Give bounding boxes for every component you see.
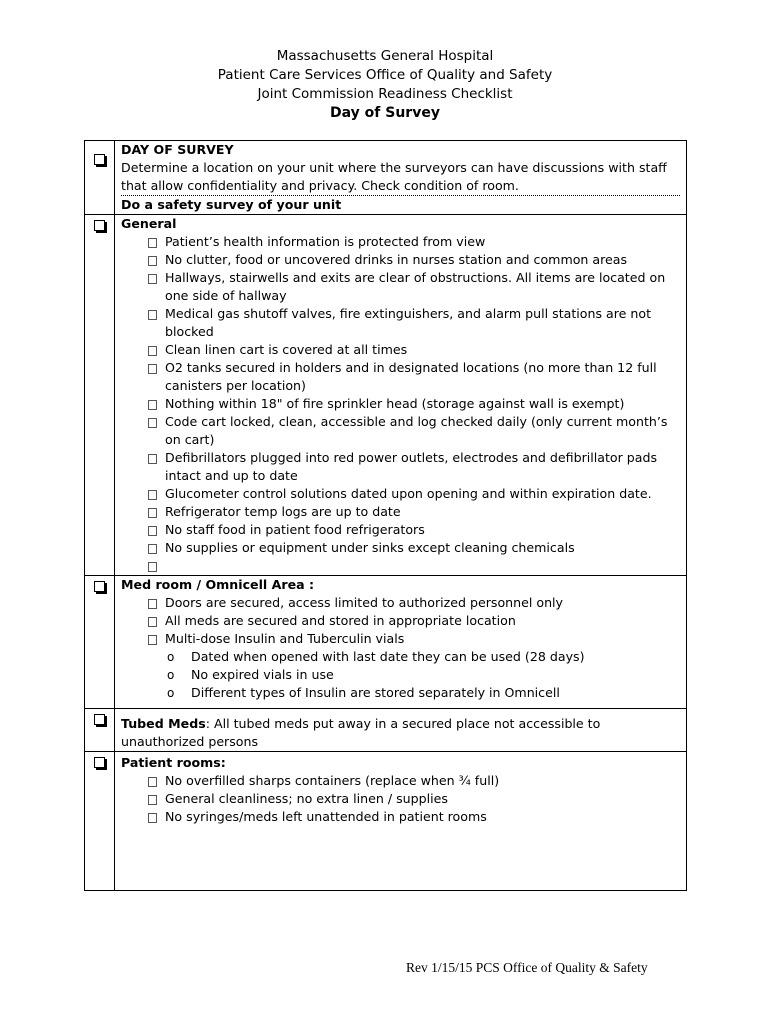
checkbox-general[interactable]: [94, 220, 105, 231]
general-list: [121, 233, 680, 575]
list-item[interactable]: Nothing within 18" of fire sprinkler head (storage against wall is exempt): [148, 395, 680, 413]
row-tubed-meds: [85, 709, 687, 752]
list-item[interactable]: All meds are secured and stored in appropriate location: [148, 612, 680, 630]
office-name: Patient Care Services Office of Quality and Safety: [217, 67, 553, 83]
list-item[interactable]: No supplies or equipment under sinks except cleaning chemicals: [148, 539, 680, 557]
row-day-of-survey: [85, 141, 687, 215]
revision-footer: Rev 1/15/15 PCS Office of Quality & Safety: [406, 960, 648, 975]
sub-list-item: o Dated when opened with last date they can be used (28 days): [167, 648, 680, 666]
checkbox-day-of-survey[interactable]: [94, 154, 105, 165]
safety-survey-title: Do a safety survey of your unit: [121, 195, 680, 214]
hospital-name: Massachusetts General Hospital: [276, 48, 494, 64]
patient-rooms-list: [121, 772, 680, 826]
list-item[interactable]: Patient’s health information is protected from view: [148, 233, 680, 251]
list-item[interactable]: O2 tanks secured in holders and in designated locations (no more than 12 full canisters per location): [148, 359, 680, 395]
med-room-list: [121, 594, 680, 648]
checkbox-tubed-meds[interactable]: [94, 714, 105, 725]
row-med-room: [85, 576, 687, 709]
tubed-meds-text: : All tubed meds put away in a secured place not accessible to unauthorized persons: [121, 716, 601, 749]
insulin-sublist: [121, 648, 680, 702]
section-title-tubed-meds: Tubed Meds: [121, 716, 206, 731]
list-item[interactable]: Multi-dose Insulin and Tuberculin vials: [148, 630, 680, 648]
section-title-patient-rooms: Patient rooms:: [121, 755, 226, 770]
list-item[interactable]: General cleanliness; no extra linen / supplies: [148, 790, 680, 808]
checklist-name: Joint Commission Readiness Checklist: [257, 86, 513, 102]
day-of-survey-text: Determine a location on your unit where the surveyors can have discussions with staff that allow confidentiality and privacy. Check condition of room.: [121, 160, 667, 193]
document-header: [0, 47, 770, 123]
row-patient-rooms: [85, 752, 687, 891]
list-item[interactable]: Glucometer control solutions dated upon opening and within expiration date.: [148, 485, 680, 503]
row-general: [85, 215, 687, 576]
list-item-empty[interactable]: [148, 557, 680, 575]
list-item[interactable]: Defibrillators plugged into red power outlets, electrodes and defibrillator pads intact and up to date: [148, 449, 680, 485]
sub-list-item: o Different types of Insulin are stored separately in Omnicell: [167, 684, 680, 702]
checkbox-patient-rooms[interactable]: [94, 757, 105, 768]
list-item[interactable]: Doors are secured, access limited to authorized personnel only: [148, 594, 680, 612]
section-title-general: General: [121, 216, 177, 231]
section-title-day-of-survey: DAY OF SURVEY: [121, 142, 234, 157]
checklist-table: [84, 140, 687, 891]
list-item[interactable]: Code cart locked, clean, accessible and log checked daily (only current month’s on cart): [148, 413, 680, 449]
list-item[interactable]: No clutter, food or uncovered drinks in nurses station and common areas: [148, 251, 680, 269]
checkbox-med-room[interactable]: [94, 581, 105, 592]
list-item[interactable]: No syringes/meds left unattended in patient rooms: [148, 808, 680, 826]
list-item[interactable]: Medical gas shutoff valves, fire extinguishers, and alarm pull stations are not blocked: [148, 305, 680, 341]
sub-list-item: o No expired vials in use: [167, 666, 680, 684]
list-item[interactable]: Clean linen cart is covered at all times: [148, 341, 680, 359]
list-item[interactable]: No overfilled sharps containers (replace when ¾ full): [148, 772, 680, 790]
list-item[interactable]: Refrigerator temp logs are up to date: [148, 503, 680, 521]
list-item[interactable]: Hallways, stairwells and exits are clear of obstructions. All items are located on one side of hallway: [148, 269, 680, 305]
list-item[interactable]: No staff food in patient food refrigerators: [148, 521, 680, 539]
section-title-med-room: Med room / Omnicell Area :: [121, 577, 315, 592]
page-title: Day of Survey: [330, 105, 440, 121]
